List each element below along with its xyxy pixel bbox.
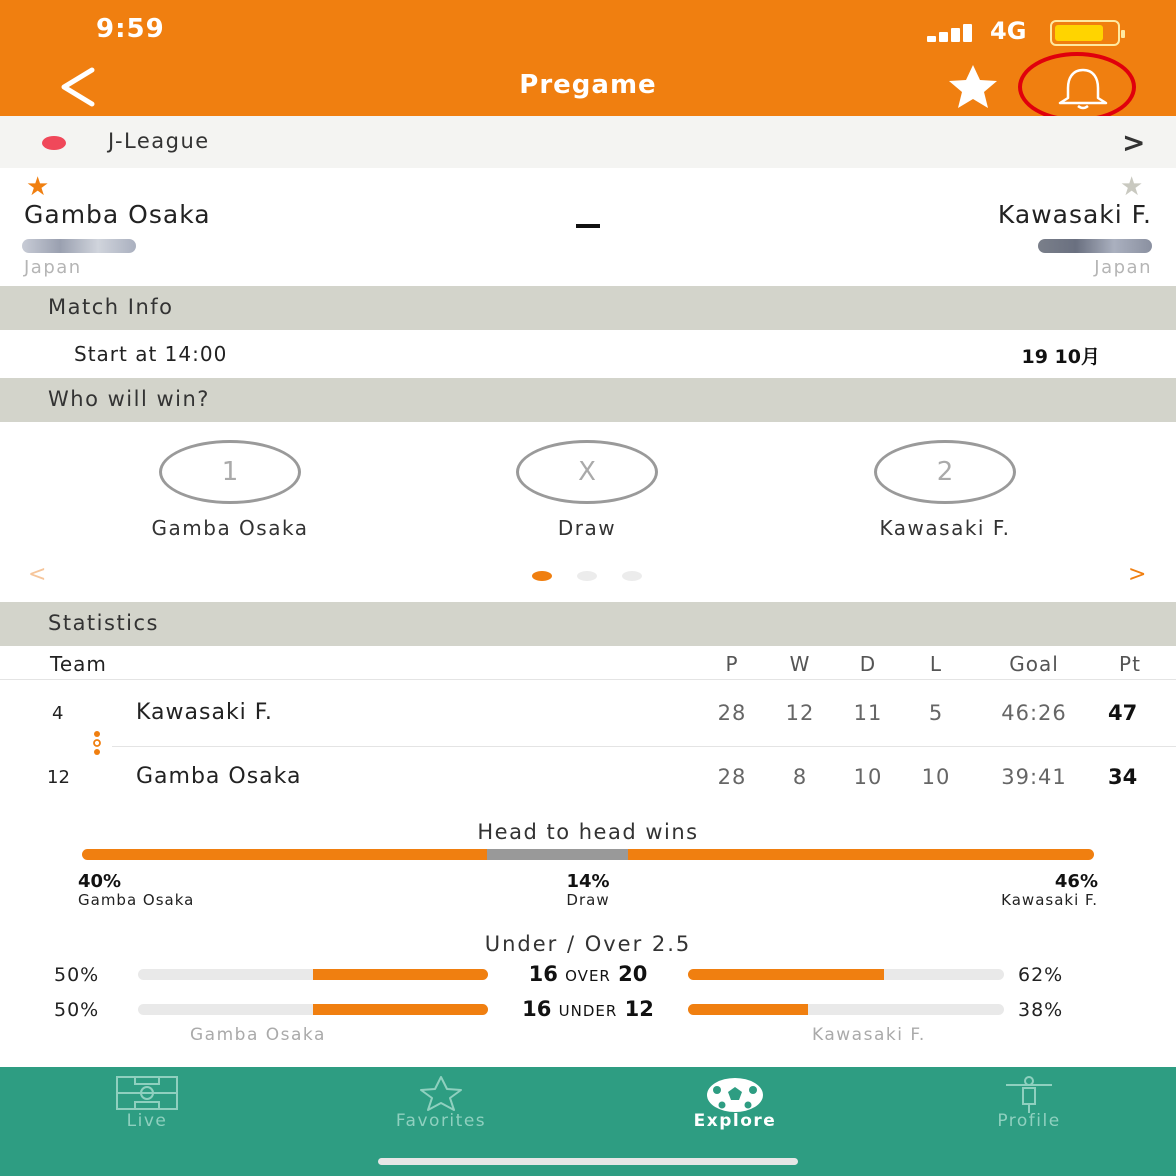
app-header bbox=[0, 0, 1176, 116]
player-icon bbox=[996, 1075, 1062, 1115]
away-favorite-star-icon[interactable]: ★ bbox=[1120, 172, 1144, 202]
row-lost: 10 bbox=[921, 765, 951, 789]
row-draw: 11 bbox=[853, 701, 883, 725]
uo-home-team: Gamba Osaka bbox=[190, 1025, 326, 1045]
battery-icon bbox=[1050, 20, 1120, 46]
page-title: Pregame bbox=[519, 70, 657, 100]
star-icon bbox=[942, 62, 1004, 110]
over-home-pct: 50% bbox=[54, 964, 100, 986]
home-country: Japan bbox=[24, 257, 82, 278]
soccer-ball-icon bbox=[702, 1075, 768, 1115]
status-time: 9:59 bbox=[96, 14, 165, 44]
match-info-header bbox=[0, 286, 1176, 330]
pager-dot[interactable] bbox=[577, 571, 597, 581]
row-goal: 46:26 bbox=[1001, 701, 1067, 725]
score bbox=[576, 224, 600, 228]
row-played: 28 bbox=[717, 701, 747, 725]
h2h-bar bbox=[82, 849, 1094, 860]
favorite-match-button[interactable] bbox=[942, 62, 1004, 110]
row-points: 34 bbox=[1108, 765, 1138, 789]
pager-dot-active[interactable] bbox=[532, 571, 552, 581]
col-won: W bbox=[789, 652, 811, 676]
star-outline-icon bbox=[408, 1075, 474, 1111]
who-will-win-header bbox=[0, 378, 1176, 422]
col-points: Pt bbox=[1119, 652, 1141, 676]
tab-live[interactable] bbox=[0, 1067, 294, 1167]
tab-label: Profile bbox=[997, 1111, 1061, 1131]
vote-draw-label: Draw bbox=[557, 516, 617, 540]
under-home-count: 16 bbox=[522, 997, 552, 1021]
under-counts bbox=[488, 997, 688, 1021]
tab-profile[interactable] bbox=[882, 1067, 1176, 1167]
row-draw: 10 bbox=[853, 765, 883, 789]
under-over-title: Under / Over 2.5 bbox=[484, 932, 692, 956]
row-team: Gamba Osaka bbox=[136, 764, 302, 789]
notification-bell-button[interactable] bbox=[1050, 66, 1116, 110]
home-team-name: Gamba Osaka bbox=[24, 200, 211, 229]
tab-label: Live bbox=[126, 1111, 168, 1131]
network-type: 4G bbox=[990, 17, 1027, 45]
over-away-fill bbox=[688, 969, 884, 980]
col-lost: L bbox=[929, 652, 943, 676]
away-flag bbox=[1038, 239, 1152, 253]
tab-label: Explore bbox=[693, 1111, 777, 1131]
tab-favorites[interactable] bbox=[294, 1067, 588, 1167]
match-header bbox=[0, 168, 1176, 285]
vote-symbol: X bbox=[578, 457, 596, 487]
match-date: 19 10月 bbox=[1021, 346, 1100, 368]
vote-draw-button[interactable] bbox=[516, 440, 658, 504]
h2h-draw-label: Draw bbox=[566, 891, 610, 909]
row-rank: 12 bbox=[47, 767, 70, 788]
away-team-name: Kawasaki F. bbox=[997, 200, 1152, 229]
h2h-draw-pct: 14% bbox=[566, 871, 610, 892]
over-home-count: 16 bbox=[528, 962, 558, 986]
over-away-pct: 62% bbox=[1018, 964, 1064, 986]
vote-away-button[interactable] bbox=[874, 440, 1016, 504]
tab-label: Favorites bbox=[395, 1111, 487, 1131]
home-favorite-star-icon[interactable]: ★ bbox=[26, 172, 50, 202]
row-team: Kawasaki F. bbox=[136, 700, 273, 725]
row-points: 47 bbox=[1108, 701, 1138, 725]
away-country: Japan bbox=[1094, 257, 1152, 278]
over-home-track bbox=[138, 969, 488, 980]
section-title: Statistics bbox=[48, 611, 159, 635]
row-lost: 5 bbox=[928, 701, 944, 725]
under-home-track bbox=[138, 1004, 488, 1015]
col-played: P bbox=[725, 652, 739, 676]
pager-dot[interactable] bbox=[622, 571, 642, 581]
match-info-row bbox=[0, 330, 1176, 377]
uo-away-team: Kawasaki F. bbox=[812, 1025, 926, 1045]
h2h-away-segment bbox=[628, 849, 1094, 860]
statistics-header bbox=[0, 602, 1176, 646]
h2h-home-pct: 40% bbox=[78, 871, 122, 892]
section-title: Who will win? bbox=[48, 387, 210, 411]
under-away-fill bbox=[688, 1004, 808, 1015]
section-title: Match Info bbox=[48, 295, 174, 319]
league-name: J-League bbox=[108, 129, 210, 153]
h2h-title: Head to head wins bbox=[477, 820, 699, 844]
under-away-count: 12 bbox=[624, 997, 654, 1021]
tab-explore[interactable] bbox=[588, 1067, 882, 1167]
row-won: 8 bbox=[792, 765, 808, 789]
row-rank: 4 bbox=[52, 703, 64, 724]
h2h-home-segment bbox=[82, 849, 487, 860]
h2h-draw-segment bbox=[487, 849, 629, 860]
col-team: Team bbox=[50, 652, 107, 676]
divider bbox=[0, 679, 1176, 680]
col-goal: Goal bbox=[1009, 652, 1059, 676]
connector-dots-icon bbox=[90, 730, 104, 756]
h2h-away-pct: 46% bbox=[1054, 871, 1098, 892]
under-label: UNDER bbox=[558, 1002, 618, 1020]
under-away-track bbox=[688, 1004, 1004, 1015]
chevron-right-icon: > bbox=[1122, 126, 1146, 159]
home-flag bbox=[22, 239, 136, 253]
h2h-home-label: Gamba Osaka bbox=[78, 891, 195, 909]
bell-icon bbox=[1050, 66, 1116, 110]
row-played: 28 bbox=[717, 765, 747, 789]
pager-prev-button[interactable]: < bbox=[28, 562, 47, 587]
vote-symbol: 2 bbox=[936, 457, 954, 487]
pager-next-button[interactable]: > bbox=[1128, 562, 1147, 587]
vote-symbol: 1 bbox=[221, 457, 239, 487]
under-home-fill bbox=[313, 1004, 488, 1015]
vote-home-button[interactable] bbox=[159, 440, 301, 504]
h2h-away-label: Kawasaki F. bbox=[1001, 891, 1098, 909]
vote-home-label: Gamba Osaka bbox=[151, 516, 309, 540]
row-won: 12 bbox=[785, 701, 815, 725]
under-home-pct: 50% bbox=[54, 999, 100, 1021]
signal-icon bbox=[927, 22, 983, 42]
over-away-count: 20 bbox=[618, 962, 648, 986]
col-draw: D bbox=[859, 652, 877, 676]
league-row[interactable] bbox=[0, 116, 1176, 168]
start-time: Start at 14:00 bbox=[74, 342, 228, 366]
under-away-pct: 38% bbox=[1018, 999, 1064, 1021]
over-away-track bbox=[688, 969, 1004, 980]
league-live-dot bbox=[42, 136, 66, 150]
over-home-fill bbox=[313, 969, 488, 980]
row-goal: 39:41 bbox=[1001, 765, 1067, 789]
pitch-icon bbox=[115, 1075, 179, 1111]
home-indicator bbox=[378, 1158, 798, 1165]
over-label: OVER bbox=[565, 967, 611, 985]
divider bbox=[112, 746, 1176, 747]
vote-away-label: Kawasaki F. bbox=[879, 516, 1011, 540]
over-counts bbox=[488, 962, 688, 986]
